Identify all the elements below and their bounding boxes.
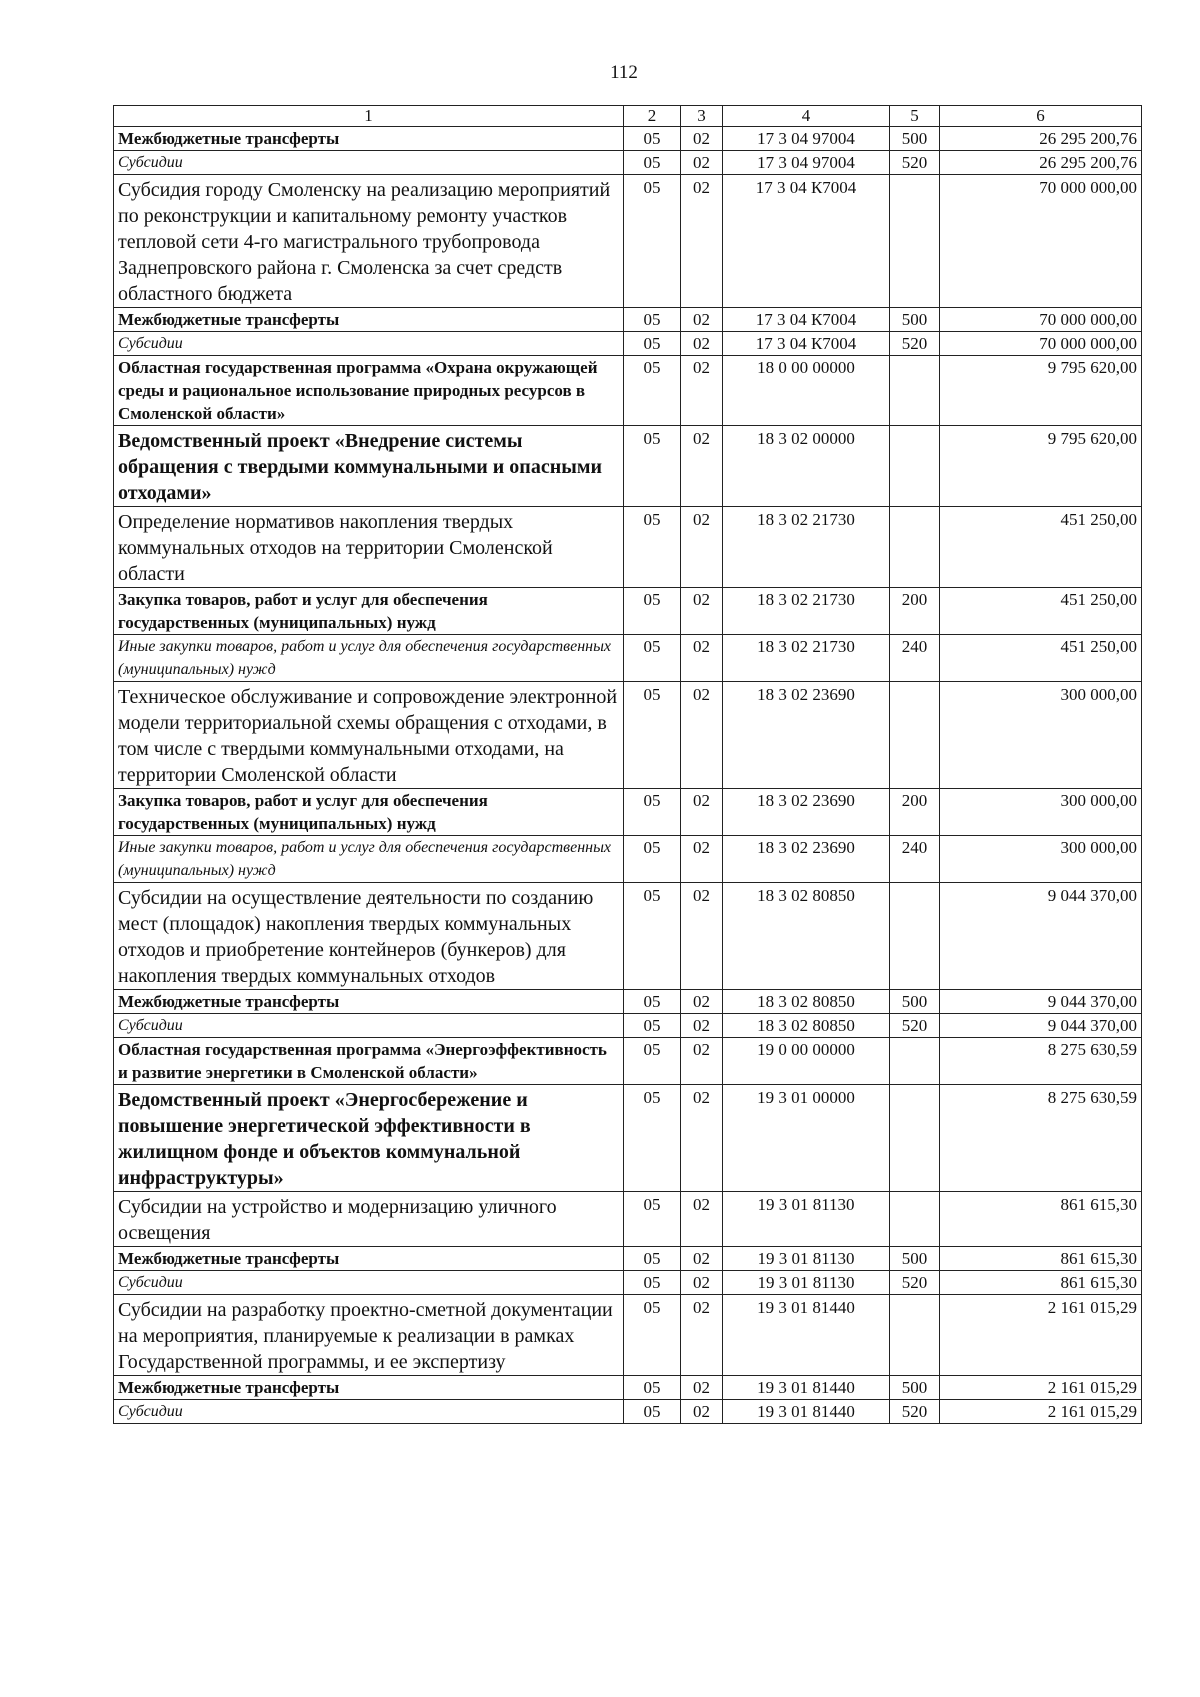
header-col-3: 3 — [681, 106, 723, 127]
subsection-code: 02 — [681, 1271, 723, 1295]
table-row — [114, 1271, 1142, 1295]
header-col-1: 1 — [114, 106, 624, 127]
table-row — [114, 1376, 1142, 1400]
budget-item-name: Межбюджетные трансферты — [114, 990, 624, 1014]
amount: 9 044 370,00 — [940, 883, 1142, 990]
table-row — [114, 127, 1142, 151]
section-code: 05 — [624, 1376, 681, 1400]
amount: 70 000 000,00 — [940, 308, 1142, 332]
header-col-5: 5 — [890, 106, 940, 127]
budget-item-name: Областная государственная программа «Охрана окружающей среды и рациональное использование природных ресурсов в Смоленской области» — [114, 356, 624, 426]
expense-type-code: 500 — [890, 308, 940, 332]
budget-item-name: Иные закупки товаров, работ и услуг для обеспечения государственных (муниципальных) нужд — [114, 836, 624, 883]
table-row — [114, 308, 1142, 332]
amount: 300 000,00 — [940, 836, 1142, 883]
target-article-code: 17 3 04 К7004 — [723, 175, 890, 308]
target-article-code: 18 3 02 21730 — [723, 635, 890, 682]
amount: 861 615,30 — [940, 1247, 1142, 1271]
target-article-code: 19 3 01 00000 — [723, 1085, 890, 1192]
expense-type-code — [890, 175, 940, 308]
table-row — [114, 1247, 1142, 1271]
section-code: 05 — [624, 332, 681, 356]
amount: 26 295 200,76 — [940, 127, 1142, 151]
expense-type-code — [890, 883, 940, 990]
subsection-code: 02 — [681, 990, 723, 1014]
amount: 2 161 015,29 — [940, 1376, 1142, 1400]
subsection-code: 02 — [681, 308, 723, 332]
expense-type-code — [890, 1038, 940, 1085]
budget-item-name: Закупка товаров, работ и услуг для обеспечения государственных (муниципальных) нужд — [114, 789, 624, 836]
subsection-code: 02 — [681, 682, 723, 789]
budget-item-name: Ведомственный проект «Энергосбережение и повышение энергетической эффективности в жилищном фонде и объектов коммунальной инфраструктуры» — [114, 1085, 624, 1192]
amount: 9 795 620,00 — [940, 426, 1142, 507]
budget-item-name: Межбюджетные трансферты — [114, 127, 624, 151]
target-article-code: 18 3 02 80850 — [723, 883, 890, 990]
budget-item-name: Субсидия городу Смоленску на реализацию мероприятий по реконструкции и капитальному ремонту участков тепловой сети 4-го магистрального трубопровода Заднепровского района г. Смоленска за счет средств областного бюджета — [114, 175, 624, 308]
subsection-code: 02 — [681, 1192, 723, 1247]
section-code: 05 — [624, 682, 681, 789]
amount: 70 000 000,00 — [940, 332, 1142, 356]
header-col-2: 2 — [624, 106, 681, 127]
budget-table — [113, 105, 1142, 1424]
target-article-code: 18 3 02 00000 — [723, 426, 890, 507]
amount: 2 161 015,29 — [940, 1295, 1142, 1376]
expense-type-code: 520 — [890, 1014, 940, 1038]
budget-item-name: Ведомственный проект «Внедрение системы обращения с твердыми коммунальными и опасными отходами» — [114, 426, 624, 507]
amount: 861 615,30 — [940, 1192, 1142, 1247]
amount: 9 044 370,00 — [940, 1014, 1142, 1038]
expense-type-code — [890, 682, 940, 789]
header-col-4: 4 — [723, 106, 890, 127]
expense-type-code: 520 — [890, 332, 940, 356]
table-row — [114, 682, 1142, 789]
expense-type-code — [890, 507, 940, 588]
amount: 26 295 200,76 — [940, 151, 1142, 175]
subsection-code: 02 — [681, 151, 723, 175]
target-article-code: 18 0 00 00000 — [723, 356, 890, 426]
subsection-code: 02 — [681, 1376, 723, 1400]
section-code: 05 — [624, 990, 681, 1014]
table-header — [114, 106, 1142, 127]
table-row — [114, 332, 1142, 356]
subsection-code: 02 — [681, 1014, 723, 1038]
budget-item-name: Субсидии на осуществление деятельности по созданию мест (площадок) накопления твердых коммунальных отходов и приобретение контейнеров (бункеров) для накопления твердых коммунальных отходов — [114, 883, 624, 990]
table-row — [114, 1192, 1142, 1247]
budget-item-name: Субсидии на разработку проектно-сметной документации на мероприятия, планируемые к реализации в рамках Государственной программы, и ее экспертизу — [114, 1295, 624, 1376]
table-row — [114, 151, 1142, 175]
target-article-code: 17 3 04 К7004 — [723, 308, 890, 332]
section-code: 05 — [624, 507, 681, 588]
page-number: 112 — [610, 62, 638, 83]
expense-type-code: 200 — [890, 789, 940, 836]
subsection-code: 02 — [681, 426, 723, 507]
budget-item-name: Межбюджетные трансферты — [114, 1247, 624, 1271]
table-row — [114, 1295, 1142, 1376]
amount: 9 795 620,00 — [940, 356, 1142, 426]
budget-item-name: Техническое обслуживание и сопровождение электронной модели территориальной схемы обращения с отходами, в том числе с твердыми коммунальными отходами, на территории Смоленской области — [114, 682, 624, 789]
target-article-code: 17 3 04 97004 — [723, 127, 890, 151]
budget-item-name: Субсидии на устройство и модернизацию уличного освещения — [114, 1192, 624, 1247]
target-article-code: 18 3 02 80850 — [723, 1014, 890, 1038]
subsection-code: 02 — [681, 836, 723, 883]
target-article-code: 18 3 02 23690 — [723, 682, 890, 789]
table-row — [114, 635, 1142, 682]
section-code: 05 — [624, 356, 681, 426]
amount: 451 250,00 — [940, 635, 1142, 682]
section-code: 05 — [624, 1192, 681, 1247]
header-col-6: 6 — [940, 106, 1142, 127]
subsection-code: 02 — [681, 1038, 723, 1085]
target-article-code: 18 3 02 23690 — [723, 789, 890, 836]
subsection-code: 02 — [681, 588, 723, 635]
budget-item-name: Субсидии — [114, 1271, 624, 1295]
expense-type-code: 500 — [890, 1247, 940, 1271]
subsection-code: 02 — [681, 175, 723, 308]
amount: 861 615,30 — [940, 1271, 1142, 1295]
amount: 8 275 630,59 — [940, 1038, 1142, 1085]
section-code: 05 — [624, 308, 681, 332]
amount: 451 250,00 — [940, 507, 1142, 588]
expense-type-code: 520 — [890, 151, 940, 175]
table-body — [114, 127, 1142, 1424]
section-code: 05 — [624, 635, 681, 682]
target-article-code: 18 3 02 80850 — [723, 990, 890, 1014]
expense-type-code: 500 — [890, 127, 940, 151]
expense-type-code: 240 — [890, 836, 940, 883]
target-article-code: 19 3 01 81130 — [723, 1247, 890, 1271]
subsection-code: 02 — [681, 1247, 723, 1271]
subsection-code: 02 — [681, 127, 723, 151]
expense-type-code — [890, 1085, 940, 1192]
section-code: 05 — [624, 1247, 681, 1271]
section-code: 05 — [624, 1038, 681, 1085]
subsection-code: 02 — [681, 1085, 723, 1192]
target-article-code: 18 3 02 21730 — [723, 507, 890, 588]
budget-item-name: Субсидии — [114, 1014, 624, 1038]
target-article-code: 19 3 01 81440 — [723, 1376, 890, 1400]
section-code: 05 — [624, 426, 681, 507]
table-row — [114, 1400, 1142, 1424]
table-row — [114, 426, 1142, 507]
amount: 451 250,00 — [940, 588, 1142, 635]
expense-type-code — [890, 426, 940, 507]
expense-type-code: 200 — [890, 588, 940, 635]
section-code: 05 — [624, 175, 681, 308]
budget-item-name: Межбюджетные трансферты — [114, 308, 624, 332]
table-row — [114, 883, 1142, 990]
table-row — [114, 1014, 1142, 1038]
budget-item-name: Определение нормативов накопления твердых коммунальных отходов на территории Смоленской области — [114, 507, 624, 588]
budget-item-name: Субсидии — [114, 151, 624, 175]
budget-item-name: Субсидии — [114, 1400, 624, 1424]
section-code: 05 — [624, 1014, 681, 1038]
expense-type-code: 500 — [890, 990, 940, 1014]
subsection-code: 02 — [681, 1295, 723, 1376]
amount: 300 000,00 — [940, 682, 1142, 789]
target-article-code: 19 3 01 81130 — [723, 1192, 890, 1247]
expense-type-code — [890, 356, 940, 426]
subsection-code: 02 — [681, 507, 723, 588]
amount: 8 275 630,59 — [940, 1085, 1142, 1192]
table-row — [114, 789, 1142, 836]
target-article-code: 18 3 02 23690 — [723, 836, 890, 883]
subsection-code: 02 — [681, 635, 723, 682]
table-row — [114, 990, 1142, 1014]
amount: 9 044 370,00 — [940, 990, 1142, 1014]
table-row — [114, 836, 1142, 883]
section-code: 05 — [624, 1295, 681, 1376]
budget-item-name: Закупка товаров, работ и услуг для обеспечения государственных (муниципальных) нужд — [114, 588, 624, 635]
section-code: 05 — [624, 836, 681, 883]
target-article-code: 19 0 00 00000 — [723, 1038, 890, 1085]
expense-type-code — [890, 1192, 940, 1247]
table-row — [114, 588, 1142, 635]
table-row — [114, 1085, 1142, 1192]
target-article-code: 18 3 02 21730 — [723, 588, 890, 635]
expense-type-code: 500 — [890, 1376, 940, 1400]
budget-item-name: Областная государственная программа «Энергоэффективность и развитие энергетики в Смоленской области» — [114, 1038, 624, 1085]
target-article-code: 19 3 01 81130 — [723, 1271, 890, 1295]
section-code: 05 — [624, 1400, 681, 1424]
table-row — [114, 175, 1142, 308]
target-article-code: 19 3 01 81440 — [723, 1400, 890, 1424]
header-row — [114, 106, 1142, 127]
table-row — [114, 1038, 1142, 1085]
section-code: 05 — [624, 1271, 681, 1295]
table-row — [114, 356, 1142, 426]
table-row — [114, 507, 1142, 588]
target-article-code: 17 3 04 97004 — [723, 151, 890, 175]
expense-type-code — [890, 1295, 940, 1376]
budget-item-name: Субсидии — [114, 332, 624, 356]
expense-type-code: 240 — [890, 635, 940, 682]
expense-type-code: 520 — [890, 1271, 940, 1295]
subsection-code: 02 — [681, 789, 723, 836]
expense-type-code: 520 — [890, 1400, 940, 1424]
amount: 70 000 000,00 — [940, 175, 1142, 308]
section-code: 05 — [624, 789, 681, 836]
subsection-code: 02 — [681, 1400, 723, 1424]
subsection-code: 02 — [681, 883, 723, 990]
amount: 300 000,00 — [940, 789, 1142, 836]
target-article-code: 19 3 01 81440 — [723, 1295, 890, 1376]
budget-item-name: Иные закупки товаров, работ и услуг для обеспечения государственных (муниципальных) нужд — [114, 635, 624, 682]
subsection-code: 02 — [681, 356, 723, 426]
amount: 2 161 015,29 — [940, 1400, 1142, 1424]
subsection-code: 02 — [681, 332, 723, 356]
section-code: 05 — [624, 151, 681, 175]
section-code: 05 — [624, 588, 681, 635]
budget-item-name: Межбюджетные трансферты — [114, 1376, 624, 1400]
target-article-code: 17 3 04 К7004 — [723, 332, 890, 356]
section-code: 05 — [624, 127, 681, 151]
section-code: 05 — [624, 883, 681, 990]
section-code: 05 — [624, 1085, 681, 1192]
